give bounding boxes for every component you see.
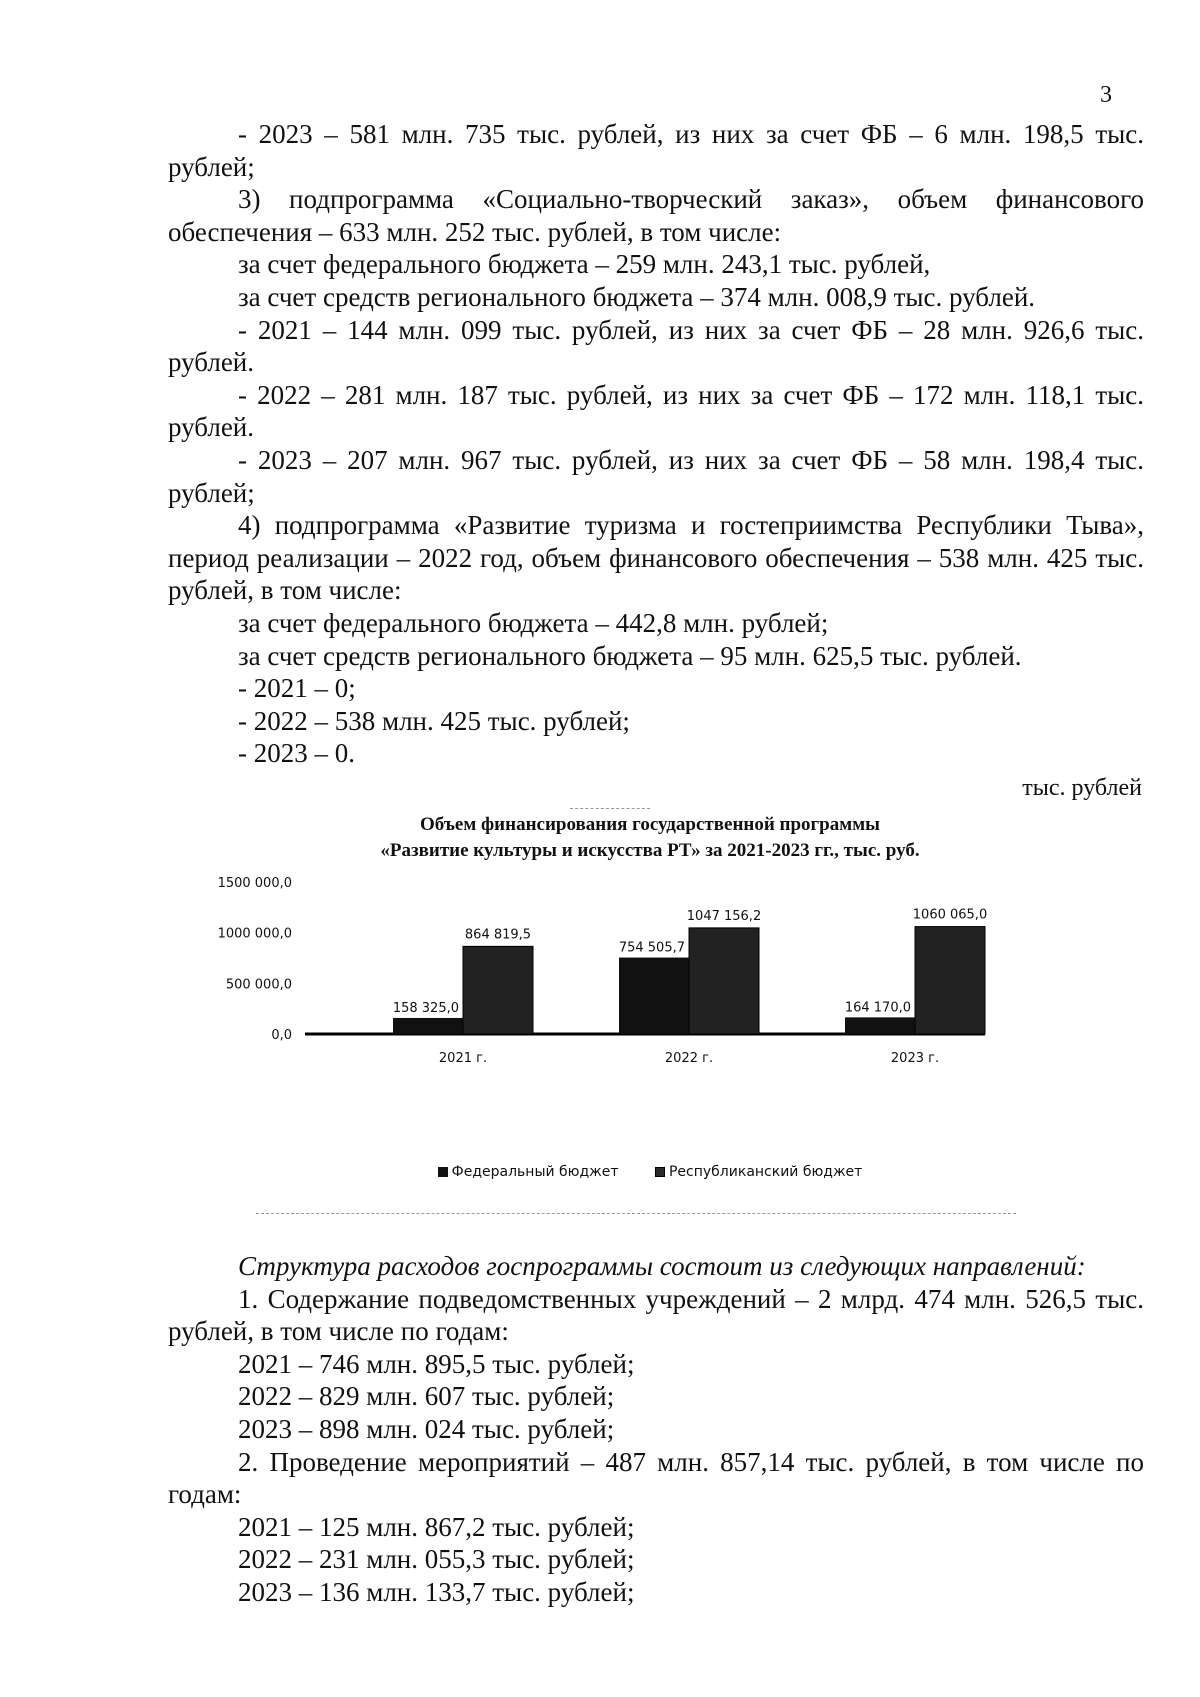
x-tick-label: 2022 г.: [664, 1051, 714, 1066]
data-label-federal: 754 505,7: [618, 940, 685, 956]
text-line: - 2022 – 538 млн. 425 тыс. рублей;: [238, 705, 630, 736]
top-text-block: [168, 118, 1144, 770]
text-line: за счет средств регионального бюджета – 374 млн. 008,9 тыс. рублей.: [238, 281, 1036, 312]
data-label-federal: 164 170,0: [844, 1000, 911, 1016]
page-number: 3: [1100, 82, 1112, 108]
data-label-republican: 1060 065,0: [912, 907, 988, 923]
chart-bottom-border: [256, 1213, 1016, 1214]
bar-federal: [845, 1017, 915, 1034]
bar-federal: [393, 1018, 463, 1034]
paragraph: 4) подпрограмма «Развитие туризма и гостеприимства Республики Тыва», период реализации – 2022 год, объем финансового обеспечения – 538 млн. 425 тыс. рублей, в том числе:: [168, 510, 1144, 606]
text-line: за счет федерального бюджета – 259 млн. 243,1 тыс. рублей,: [238, 249, 931, 280]
paragraph: 1. Содержание подведомственных учреждений – 2 млрд. 474 млн. 526,5 тыс. рублей, в том числе по годам:: [168, 1283, 1144, 1347]
bar-republican: [689, 928, 759, 1034]
text-line: за счет федерального бюджета – 442,8 млн. рублей;: [238, 607, 829, 638]
data-label-republican: 864 819,5: [464, 927, 532, 943]
bottom-text-block: [168, 1250, 1144, 1609]
x-tick-label: 2023 г.: [890, 1051, 940, 1066]
y-tick-label: 0,0: [271, 1028, 292, 1043]
legend-label-federal: Федеральный бюджет: [451, 1164, 619, 1180]
paragraph: - 2021 – 144 млн. 099 тыс. рублей, из них за счет ФБ – 28 млн. 926,6 тыс. рублей.: [168, 314, 1144, 378]
text-line: 2021 – 746 млн. 895,5 тыс. рублей;: [238, 1348, 635, 1379]
text-line: - 2021 – 0;: [238, 673, 356, 704]
chart-title: [200, 812, 1100, 864]
chart-title-line-2: «Развитие культуры и искусства РТ» за 2021-2023 гг., тыс. руб.: [380, 840, 920, 861]
legend-label-republican: Республиканский бюджет: [668, 1164, 863, 1180]
data-label-republican: 1047 156,2: [686, 908, 762, 924]
text-line: 2022 – 829 млн. 607 тыс. рублей;: [238, 1381, 615, 1412]
legend-swatch-federal: [438, 1167, 448, 1177]
legend-swatch-republican: [655, 1167, 665, 1177]
paragraph: 2. Проведение мероприятий – 487 млн. 857,14 тыс. рублей, в том числе по годам:: [168, 1446, 1144, 1510]
bar-federal: [619, 958, 689, 1034]
text-line: 2022 – 231 млн. 055,3 тыс. рублей;: [238, 1544, 635, 1575]
bar-republican: [915, 927, 985, 1034]
text-line: 2021 – 125 млн. 867,2 тыс. рублей;: [238, 1511, 635, 1542]
y-tick-label: 1000 000,0: [217, 926, 292, 942]
paragraph: - 2023 – 207 млн. 967 тыс. рублей, из них за счет ФБ – 58 млн. 198,4 тыс. рублей;: [168, 444, 1144, 508]
data-label-federal: 158 325,0: [392, 1000, 459, 1016]
text-line: - 2023 – 0.: [238, 738, 355, 769]
bar-republican: [463, 946, 533, 1034]
chart-figure: [200, 798, 1100, 1218]
x-tick-label: 2021 г.: [438, 1051, 488, 1066]
chart-legend: [200, 1164, 1100, 1180]
paragraph: Структура расходов госпрограммы состоит из следующих направлений:: [238, 1251, 1086, 1281]
paragraph: - 2023 – 581 млн. 735 тыс. рублей, из них за счет ФБ – 6 млн. 198,5 тыс. рублей;: [168, 119, 1144, 182]
unit-label: тыс. рублей: [1022, 775, 1142, 801]
text-line: за счет средств регионального бюджета – 95 млн. 625,5 тыс. рублей.: [238, 640, 1022, 671]
text-line: 2023 – 898 млн. 024 тыс. рублей;: [238, 1413, 615, 1444]
legend-item-republican: [655, 1164, 862, 1180]
legend-item-federal: [438, 1164, 619, 1180]
paragraph: - 2022 – 281 млн. 187 тыс. рублей, из них за счет ФБ – 172 млн. 118,1 тыс. рублей.: [168, 379, 1144, 443]
y-tick-label: 1500 000,0: [217, 876, 292, 891]
text-line: 2023 – 136 млн. 133,7 тыс. рублей;: [238, 1576, 635, 1607]
y-tick-label: 500 000,0: [225, 977, 292, 993]
paragraph: 3) подпрограмма «Социально-творческий заказ», объем финансового обеспечения – 633 млн. 252 тыс. рублей, в том числе:: [168, 184, 1144, 247]
chart-title-line-1: Объем финансирования государственной программы: [420, 814, 880, 835]
